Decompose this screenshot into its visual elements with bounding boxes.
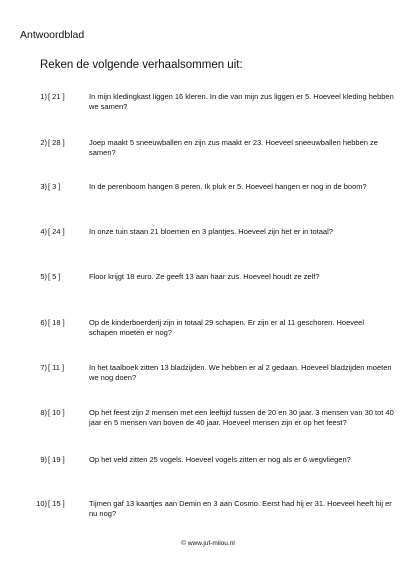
question-item [0,227,416,257]
question-number: 8) [40,408,47,417]
question-number: 4) [40,227,47,236]
question-text: Op het feest zijn 2 mensen met een leeftijd tussen de 20 en 30 jaar. 3 mensen van 30 tot 40 jaar en 5 mensen van boven de 40 jaar. Hoeveel mensen zijn er op het feest? [89,408,394,427]
question-text: In het taalboek zitten 13 bladzijden. We hebben er al 2 gedaan. Hoeveel bladzijden moeten we nog doen? [89,363,392,382]
instruction-text: Reken de volgende verhaalsommen uit: [40,59,243,71]
question-text: Joep maakt 5 sneeuwballen en zijn zus maakt er 23. Hoeveel sneeuwballen hebben ze samen? [89,138,378,157]
question-number: 2) [40,138,47,147]
question-number: 6) [40,318,47,327]
question-text: Floor krijgt 18 euro. Ze geeft 13 aan haar zus. Hoeveel houdt ze zelf? [89,272,320,281]
question-text: In onze tuin staan 21 bloemen en 3 plantjes. Hoeveel zijn het er in totaal? [89,227,333,236]
question-text: Tijmen gaf 13 kaartjes aan Demin en 3 aan Cosmo. Eerst had hij er 31. Hoeveel heeft hij er nu nog? [89,499,392,518]
question-item [0,92,416,122]
question-text: In de perenboom hangen 8 peren. Ik pluk er 5. Hoeveel hangen er nog in de boom? [89,182,367,191]
question-answer: [ 5 ] [48,272,61,281]
question-item [0,408,416,438]
question-item [0,272,416,302]
question-item [0,363,416,393]
question-item [0,455,416,485]
question-number: 10) [36,499,47,508]
question-number: 1) [40,92,47,101]
question-answer: [ 15 ] [48,499,65,508]
question-answer: [ 3 ] [48,182,61,191]
footer-copyright: © www.juf-milou.nl [181,540,235,547]
question-answer: [ 11 ] [48,363,65,372]
question-number: 5) [40,272,47,281]
question-answer: [ 19 ] [48,455,65,464]
question-answer: [ 28 ] [48,138,65,147]
question-answer: [ 18 ] [48,318,65,327]
question-item [0,138,416,168]
question-text: Op het veld zitten 25 vogels. Hoeveel vogels zitten er nog als er 6 wegvliegen? [89,455,351,464]
question-answer: [ 24 ] [48,227,65,236]
question-item [0,318,416,348]
question-text: Op de kinderboerderij zijn in totaal 29 schapen. Er zijn er al 11 geschoren. Hoeveel schapen moeten er nog? [89,318,365,337]
question-item [0,499,416,529]
question-answer: [ 10 ] [48,408,65,417]
question-answer: [ 21 ] [48,92,65,101]
question-number: 7) [40,363,47,372]
question-text: In mijn kledingkast liggen 16 kleren. In die van mijn zus liggen er 5. Hoeveel kleding hebben we samen? [89,92,394,111]
page-title: Antwoordblad [20,29,85,41]
question-number: 3) [40,182,47,191]
question-number: 9) [40,455,47,464]
question-item [0,182,416,212]
